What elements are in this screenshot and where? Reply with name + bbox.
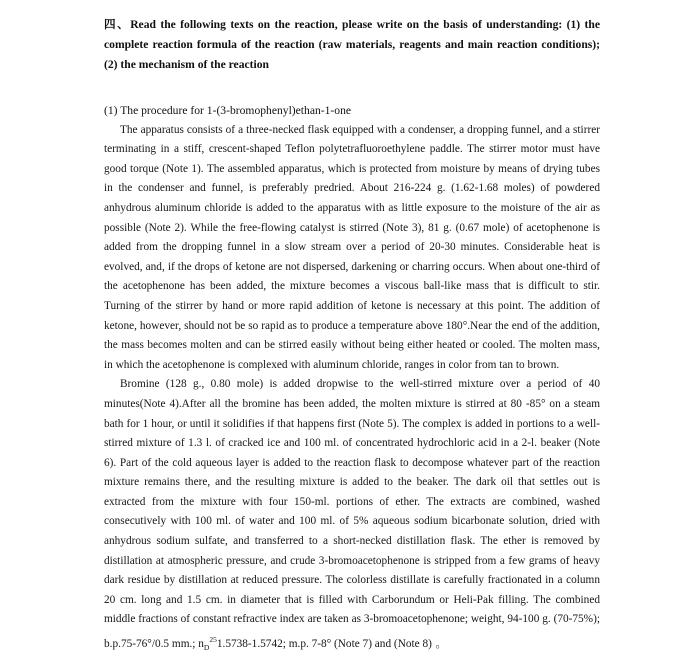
refractive-index-subscript: D	[203, 643, 210, 653]
question-number: 四、	[104, 17, 131, 31]
question-heading	[104, 14, 600, 75]
procedure-paragraph-2	[104, 375, 600, 657]
end-mark: 。	[431, 636, 447, 650]
procedure-title: (1) The procedure for 1-(3-bromophenyl)ethan-1-one	[104, 104, 352, 117]
question-text: Read the following texts on the reaction, please write on the basis of understanding: (1) the complete reaction formula of the reaction (raw materials, reagents and main reaction conditions); (2) the mechanism of the reaction	[104, 18, 600, 71]
document-page	[104, 14, 600, 658]
procedure-paragraph-2-tail: 1.5738-1.5742; m.p. 7-8° (Note 7) and (Note 8)	[216, 637, 432, 650]
refractive-index-superscript: 25	[209, 635, 217, 645]
procedure-paragraph-2-main: Bromine (128 g., 0.80 mole) is added dropwise to the well-stirred mixture over a period of 40 minutes(Note 4).After all the bromine has been added, the molten mixture is stirred at 80 -85° on a steam bath for 1 hour, or until it solidifies if that happens first (Note 5). The complex is added in portions to a well-stirred mixture of 1.3 l. of cracked ice and 100 ml. of concentrated hydrochloric acid in a 2-l. beaker (Note 6). Part of the cold aqueous layer is added to the reaction flask to decompose whatever part of the reaction mixture remains there, and the resulting mixture is added to the beaker. The dark oil that settles out is extracted from the mixture with four 150-ml. portions of ether. The extracts are combined, washed consecutively with 100 ml. of water and 100 ml. of 5% aqueous sodium bicarbonate solution, dried with anhydrous sodium sulfate, and transferred to a short-necked distillation flask. The ether is removed by distillation at atmospheric pressure, and crude 3-bromoacetophenone is stripped from a few grams of heavy dark residue by distillation at reduced pressure. The colorless distillate is carefully fractionated in a column 20 cm. long and 1.5 cm. in diameter that is filled with Carborundum or Heli-Pak filling. The combined middle fractions of constant refractive index are taken as 3-bromoacetophenone; weight, 94-100 g. (70-75%); b.p.75-76°/0.5 mm.; n	[104, 378, 600, 650]
procedure-paragraph-1: The apparatus consists of a three-necked flask equipped with a condenser, a dropping funnel, and a stirrer terminating in a stiff, crescent-shaped Teflon polytetrafluoroethylene paddle. The stirrer motor must have good torque (Note 1). The assembled apparatus, which is protected from moisture by means of drying tubes in the condenser and funnel, is preferably predried. About 216-224 g. (1.62-1.68 moles) of powdered anhydrous aluminum chloride is added to the apparatus with as little exposure to the moisture of the air as possible (Note 2). While the free-flowing catalyst is stirred (Note 3), 81 g. (0.67 mole) of acetophenone is added from the dropping funnel in a slow stream over a period of 20-30 minutes. Considerable heat is evolved, and, if the drops of ketone are not dispersed, darkening or charring occurs. When about one-third of the acetophenone has been added, the mixture becomes a viscous ball-like mass that is difficult to stir. Turning of the stirrer by hand or more rapid addition of ketone is necessary at this point. The addition of ketone, however, should not be so rapid as to produce a temperature above 180°.Near the end of the addition, the mass becomes molten and can be stirred easily without being either heated or cooled. The molten mass, in which the acetophenone is complexed with aluminum chloride, ranges in color from tan to brown.	[104, 123, 600, 371]
